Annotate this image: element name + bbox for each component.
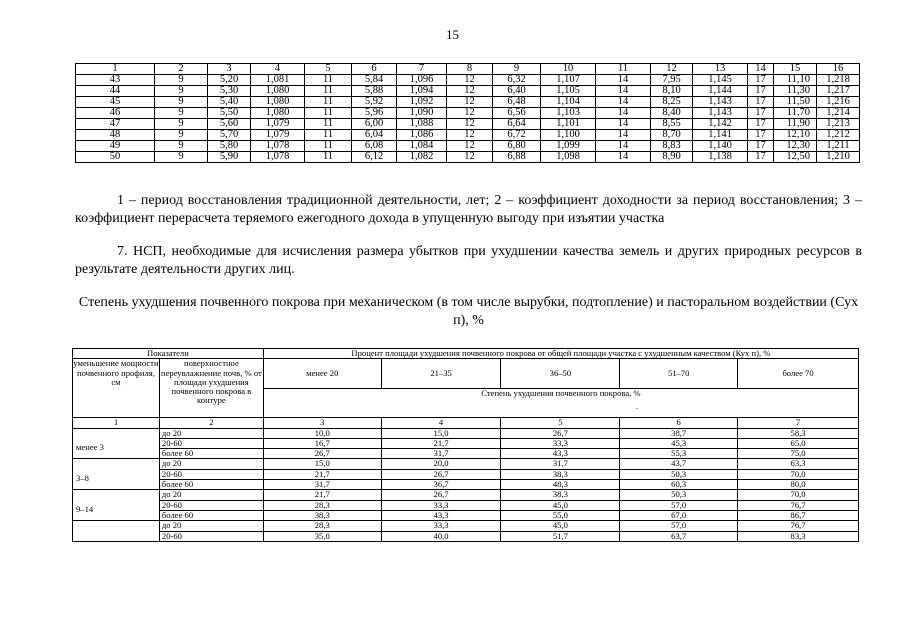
table-cell: 12 (447, 108, 493, 119)
table-cell: 12 (447, 119, 493, 130)
table-cell: 12 (651, 64, 693, 75)
table-cell: 4 (251, 64, 305, 75)
table-cell: 8 (447, 64, 493, 75)
table-cell: 14 (596, 97, 651, 108)
table-cell: 28,3 (263, 521, 381, 531)
table-cell: 11,70 (774, 108, 817, 119)
table-cell: 17 (748, 130, 774, 141)
table-cell: 1,218 (817, 75, 860, 86)
table-cell: 48 (76, 130, 155, 141)
table-cell: 14 (596, 75, 651, 86)
table-cell: 1,080 (251, 97, 305, 108)
table-cell: 12,30 (774, 141, 817, 152)
table-cell: 45,0 (501, 500, 620, 510)
table-cell: 1,099 (541, 141, 596, 152)
table-cell: 6 (352, 64, 397, 75)
table-cell: 31,7 (501, 459, 620, 469)
table-cell: 1,217 (817, 86, 860, 97)
header-col1: уменьшение мощности почвенного профиля, см (73, 359, 160, 418)
table-cell: 9 (155, 141, 208, 152)
table-row (73, 510, 859, 520)
table-cell: 1,080 (251, 86, 305, 97)
table-cell: 70,0 (738, 469, 859, 479)
table-cell: 75,0 (738, 449, 859, 459)
table-cell: до 20 (159, 459, 263, 469)
table-cell: 60,3 (620, 480, 738, 490)
section-7-paragraph: 7. НСП, необходимые для исчисления размера убытков при ухудшении качества земель и других природных ресурсов в результате деятельности других лиц. (75, 244, 862, 277)
table-cell: 1,100 (541, 130, 596, 141)
table-cell: 11 (305, 108, 352, 119)
table-cell: 63,7 (620, 531, 738, 541)
table-cell: 21,7 (381, 438, 501, 448)
table-cell: 1,214 (817, 108, 860, 119)
table-cell: 1,210 (817, 152, 860, 163)
header-degree: Степень ухудшения почвенного покрова, % (263, 388, 858, 418)
table-cell: 17 (748, 152, 774, 163)
table-cell: 17 (748, 97, 774, 108)
table-cell: 12 (447, 75, 493, 86)
table-cell: 21,7 (263, 490, 381, 500)
column-numbers-row (73, 418, 859, 428)
table-cell: 8,70 (651, 130, 693, 141)
table-cell: 63,3 (738, 459, 859, 469)
table-cell: до 20 (159, 521, 263, 531)
table-cell: 49 (76, 141, 155, 152)
table-row (73, 469, 859, 479)
table-cell: 5,30 (208, 86, 251, 97)
table-cell: 1,090 (397, 108, 447, 119)
table-cell: 6,04 (352, 130, 397, 141)
table-row (73, 438, 859, 448)
table-cell: 33,3 (381, 500, 501, 510)
table-cell: 45,0 (501, 521, 620, 531)
header-range: 36–50 (501, 359, 620, 389)
table-cell: 11,30 (774, 86, 817, 97)
header-col2: поверхностное переувлажнение почв, % от площади ухудшения почвенного покрова в контуре (159, 359, 263, 418)
table-cell: 15,0 (263, 459, 381, 469)
table-cell: 47 (76, 119, 155, 130)
table-cell: 1,082 (397, 152, 447, 163)
table-cell: 40,0 (381, 531, 501, 541)
table-cell: 28,3 (263, 500, 381, 510)
table-cell: 5,60 (208, 119, 251, 130)
table-row (73, 449, 859, 459)
table-cell: 6,64 (493, 119, 541, 130)
table-cell: 38,7 (620, 428, 738, 438)
table-cell: 11 (305, 97, 352, 108)
column-number: 5 (501, 418, 620, 428)
table-row (73, 480, 859, 490)
table-cell: 9 (493, 64, 541, 75)
table-cell: 6,08 (352, 141, 397, 152)
table-cell: 1,096 (397, 75, 447, 86)
table-cell: 31,7 (263, 480, 381, 490)
table-cell: 5 (305, 64, 352, 75)
table-cell: 1,078 (251, 141, 305, 152)
table-cell: до 20 (159, 490, 263, 500)
table-cell: 26,7 (501, 428, 620, 438)
table-cell: 11,10 (774, 75, 817, 86)
table-cell: 33,3 (501, 438, 620, 448)
table-cell: 5,50 (208, 108, 251, 119)
table2-caption: Степень ухудшения почвенного покрова при механическом (в том числе вырубки, подтопление) и пасторальном воздействии (Сух п), % (78, 295, 859, 328)
table-cell: 5,88 (352, 86, 397, 97)
table-cell: 1,105 (541, 86, 596, 97)
header-range: более 70 (738, 359, 859, 389)
table-cell: 1,079 (251, 119, 305, 130)
table-header-row (76, 64, 860, 75)
table-cell: 26,7 (381, 490, 501, 500)
table-cell: 50 (76, 152, 155, 163)
table-cell: 17 (748, 108, 774, 119)
table-cell: 3 (208, 64, 251, 75)
table-cell: 86,7 (738, 510, 859, 520)
group-label: 9–14 (73, 490, 160, 521)
table-cell: 12,50 (774, 152, 817, 163)
table-cell: 6,72 (493, 130, 541, 141)
table-cell: 20,0 (381, 459, 501, 469)
group-label: 3–8 (73, 459, 160, 490)
table-cell: 38,3 (263, 510, 381, 520)
table-cell: 43,3 (501, 449, 620, 459)
table-cell: более 60 (159, 449, 263, 459)
table-cell: 12,10 (774, 130, 817, 141)
table-cell: 1,107 (541, 75, 596, 86)
table-cell: 33,3 (381, 521, 501, 531)
table-cell: 9 (155, 97, 208, 108)
table-cell: 1,143 (693, 108, 748, 119)
table-cell: 45 (76, 97, 155, 108)
table-cell: 8,83 (651, 141, 693, 152)
table-cell: 17 (748, 119, 774, 130)
table-cell: 8,10 (651, 86, 693, 97)
table-row (73, 531, 859, 541)
table-row (76, 152, 860, 163)
table-cell: 12 (447, 141, 493, 152)
table-cell: 1,101 (541, 119, 596, 130)
column-number: 4 (381, 418, 501, 428)
table-cell: 1,138 (693, 152, 748, 163)
table-cell: более 60 (159, 510, 263, 520)
table-cell: 9 (155, 152, 208, 163)
table-cell: 5,70 (208, 130, 251, 141)
table-cell: 58,3 (738, 428, 859, 438)
column-number: 1 (73, 418, 160, 428)
table-cell: 6,56 (493, 108, 541, 119)
table-cell: 57,0 (620, 500, 738, 510)
page-number: 15 (446, 27, 459, 42)
table-row (76, 130, 860, 141)
table-cell: 1,094 (397, 86, 447, 97)
table-cell: 1,098 (541, 152, 596, 163)
table-cell: 1,080 (251, 108, 305, 119)
coefficients-table (75, 63, 860, 163)
table-row (76, 86, 860, 97)
table-cell: 20-60 (159, 438, 263, 448)
table-cell: 48,3 (501, 480, 620, 490)
table-row (76, 75, 860, 86)
table-cell: 11 (305, 130, 352, 141)
table-cell: 17 (748, 86, 774, 97)
table-row (73, 490, 859, 500)
table-cell: 1,145 (693, 75, 748, 86)
table-cell: 76,7 (738, 500, 859, 510)
table-cell: 8,55 (651, 119, 693, 130)
table-cell: 44 (76, 86, 155, 97)
table-cell: 5,90 (208, 152, 251, 163)
table-cell: 1,086 (397, 130, 447, 141)
table-row (76, 108, 860, 119)
table-cell: 1,143 (693, 97, 748, 108)
table-cell: 83,3 (738, 531, 859, 541)
table-cell: 20-60 (159, 531, 263, 541)
table-cell: 1 (76, 64, 155, 75)
table-cell: 43,7 (620, 459, 738, 469)
header-range: менее 20 (263, 359, 381, 389)
table-cell: 1,144 (693, 86, 748, 97)
table-cell: 16 (817, 64, 860, 75)
table-cell: 11 (305, 119, 352, 130)
table-cell: 7,95 (651, 75, 693, 86)
table-cell: 21,7 (263, 469, 381, 479)
table-cell: 1,141 (693, 130, 748, 141)
table-cell: 11,90 (774, 119, 817, 130)
table-cell: 26,7 (381, 469, 501, 479)
table-cell: 50,3 (620, 490, 738, 500)
table-row (73, 500, 859, 510)
group-label: менее 3 (73, 428, 160, 459)
table-cell: 1,216 (817, 97, 860, 108)
table-cell: 1,078 (251, 152, 305, 163)
table-cell: более 60 (159, 480, 263, 490)
table-cell: 1,081 (251, 75, 305, 86)
table-cell: 11 (305, 86, 352, 97)
table-cell: 5,92 (352, 97, 397, 108)
table-cell: 1,211 (817, 141, 860, 152)
table-cell: 1,140 (693, 141, 748, 152)
table-cell: 55,3 (620, 449, 738, 459)
table-cell: 65,0 (738, 438, 859, 448)
table-row (76, 119, 860, 130)
table-cell: 11 (305, 152, 352, 163)
table-cell: 14 (596, 130, 651, 141)
table-cell: 1,213 (817, 119, 860, 130)
column-number: 6 (620, 418, 738, 428)
table-cell: 12 (447, 130, 493, 141)
table-cell: 6,12 (352, 152, 397, 163)
table-cell: 5,96 (352, 108, 397, 119)
table-cell: 10 (541, 64, 596, 75)
table-cell: 17 (748, 75, 774, 86)
table-cell: 36,7 (381, 480, 501, 490)
table-cell: 1,088 (397, 119, 447, 130)
table-cell: 14 (596, 141, 651, 152)
table-cell: 2 (155, 64, 208, 75)
table-cell: 1,104 (541, 97, 596, 108)
table-cell: 51,7 (501, 531, 620, 541)
table-cell: 8,90 (651, 152, 693, 163)
table-cell: 13 (693, 64, 748, 75)
header-range: 21–35 (381, 359, 501, 389)
table-cell: 8,25 (651, 97, 693, 108)
table-cell: 11 (305, 75, 352, 86)
table-cell: 12 (447, 152, 493, 163)
table-cell: 55,0 (501, 510, 620, 520)
table-cell: 9 (155, 75, 208, 86)
table-cell: 1,092 (397, 97, 447, 108)
table-cell: 70,0 (738, 490, 859, 500)
table-cell: 38,3 (501, 469, 620, 479)
header-indicators: Показатели (73, 349, 264, 359)
table-cell: 11 (596, 64, 651, 75)
table-cell: до 20 (159, 428, 263, 438)
table-row (76, 97, 860, 108)
column-number: 2 (159, 418, 263, 428)
table-cell: 1,084 (397, 141, 447, 152)
table-cell: 1,079 (251, 130, 305, 141)
table-cell: 15,0 (381, 428, 501, 438)
table-cell: 5,40 (208, 97, 251, 108)
header-range: 51–70 (620, 359, 738, 389)
table-cell: 50,3 (620, 469, 738, 479)
table-cell: 6,00 (352, 119, 397, 130)
table-cell: 8,40 (651, 108, 693, 119)
table-cell: 14 (596, 119, 651, 130)
table-row (73, 428, 859, 438)
table-cell: 14 (596, 108, 651, 119)
column-number: 3 (263, 418, 381, 428)
table-cell: 17 (748, 141, 774, 152)
legend-paragraph: 1 – период восстановления традиционной деятельности, лет; 2 – коэффициент доходности за период восстановления; 3 – коэффициент перерасчета теряемого ежегодного дохода в упущенную выгоду при изъятии участка (75, 193, 862, 226)
table-cell: 6,48 (493, 97, 541, 108)
group-label (73, 521, 160, 542)
table-cell: 20-60 (159, 469, 263, 479)
table-cell: 6,32 (493, 75, 541, 86)
table-cell: 5,20 (208, 75, 251, 86)
table-cell: 1,212 (817, 130, 860, 141)
table-row (73, 521, 859, 531)
table-cell: 9 (155, 119, 208, 130)
table-cell: 14 (748, 64, 774, 75)
table-cell: 26,7 (263, 449, 381, 459)
table-cell: 43,3 (381, 510, 501, 520)
column-number: 7 (738, 418, 859, 428)
table-cell: 11,50 (774, 97, 817, 108)
table-cell: 76,7 (738, 521, 859, 531)
table-cell: 14 (596, 86, 651, 97)
table-cell: 1,142 (693, 119, 748, 130)
table-cell: 46 (76, 108, 155, 119)
soil-degradation-table (72, 348, 859, 542)
table-row (76, 141, 860, 152)
table-cell: 57,0 (620, 521, 738, 531)
table-cell: 38,3 (501, 490, 620, 500)
table-cell: 9 (155, 130, 208, 141)
table-cell: 6,88 (493, 152, 541, 163)
table-cell: 6,40 (493, 86, 541, 97)
table-cell: 35,0 (263, 531, 381, 541)
table-cell: 12 (447, 86, 493, 97)
table-cell: 5,80 (208, 141, 251, 152)
table-cell: 31,7 (381, 449, 501, 459)
table-cell: 67,0 (620, 510, 738, 520)
table-cell: 11 (305, 141, 352, 152)
table-cell: 1,103 (541, 108, 596, 119)
table-row (73, 459, 859, 469)
table-cell: 10,0 (263, 428, 381, 438)
table-cell: 6,80 (493, 141, 541, 152)
stray-dot: . (636, 402, 638, 411)
table-cell: 9 (155, 108, 208, 119)
table-cell: 9 (155, 86, 208, 97)
table-cell: 14 (596, 152, 651, 163)
header-percent: Процент площади ухудшения почвенного покрова от общей площади участка с ухудшенным качеством (Кух п), % (263, 349, 858, 359)
table-cell: 12 (447, 97, 493, 108)
table-cell: 80,0 (738, 480, 859, 490)
table-cell: 5,84 (352, 75, 397, 86)
table-cell: 7 (397, 64, 447, 75)
table-cell: 43 (76, 75, 155, 86)
table-cell: 16,7 (263, 438, 381, 448)
table-cell: 15 (774, 64, 817, 75)
table-cell: 45,3 (620, 438, 738, 448)
table-cell: 20-60 (159, 500, 263, 510)
